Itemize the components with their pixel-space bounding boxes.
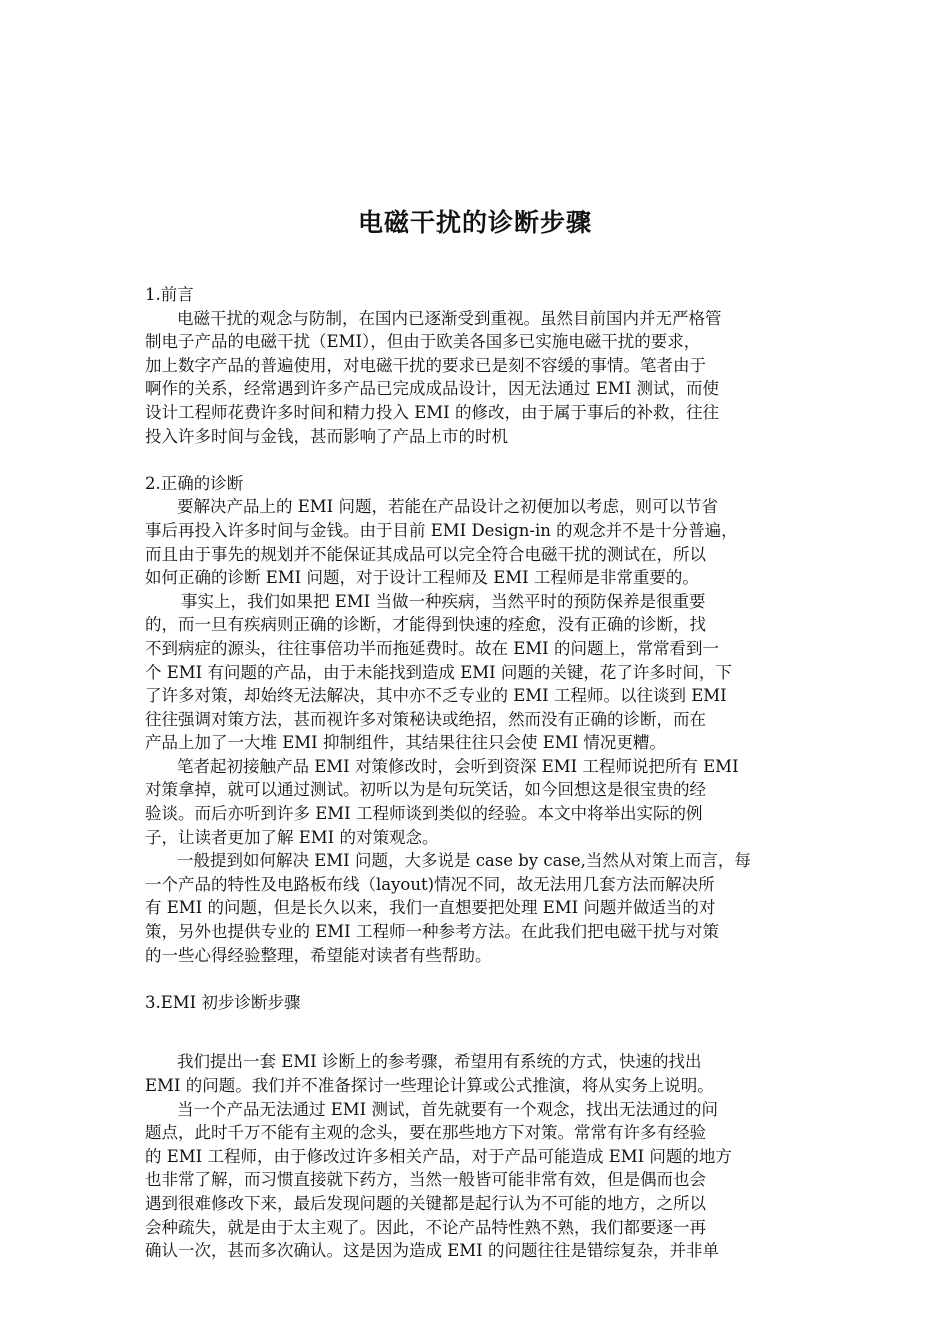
section-spacer [145, 967, 805, 991]
paragraph-line: 往往强调对策方法，甚而视许多对策秘诀或绝招，然而没有正确的诊断，而在 [145, 709, 706, 729]
paragraph-line: 啊作的关系，经常遇到许多产品已完成成品设计，因无法通过 EMI 测试，而使 [145, 379, 719, 399]
paragraph-line: EMI 的问题。我们并不准备探讨一些理论计算或公式推演，将从实务上说明。 [145, 1076, 714, 1095]
paragraph-line: 会种疏失，就是由于太主观了。因此，不论产品特性熟不熟，我们都要逐一再 [145, 1217, 706, 1237]
paragraph-line: 的 EMI 工程师，由于修改过许多相关产品，对于产品可能造成 EMI 问题的地方 [145, 1146, 732, 1166]
paragraph-line: 也非常了解，而习惯直接就下药方，当然一般皆可能非常有效，但是偶而也会 [145, 1170, 706, 1190]
paragraph-line: 笔者起初接触产品 EMI 对策修改时，会听到资深 EMI 工程师说把所有 EMI [177, 756, 739, 776]
paragraph-line: 加上数字产品的普遍使用，对电磁干扰的要求已是刻不容缓的事情。笔者由于 [145, 355, 706, 375]
paragraph-line: 一般提到如何解决 EMI 问题，大多说是 case by case,当然从对策上而言，每 [177, 851, 751, 871]
paragraph-line: 设计工程师花费许多时间和精力投入 EMI 的修改，由于属于事后的补救，往往 [145, 402, 719, 422]
section-spacer [145, 448, 805, 472]
paragraph-line: 电磁干扰的观念与防制，在国内已逐渐受到重视。虽然目前国内并无严格管 [177, 308, 722, 328]
paragraph-line: 我们提出一套 EMI 诊断上的参考骤，希望用有系统的方式，快速的找出 [177, 1052, 702, 1072]
paragraph-line: 子，让读者更加了解 EMI 的对策观念。 [145, 827, 439, 847]
paragraph-line: 策，另外也提供专业的 EMI 工程师一种参考方法。在此我们把电磁干扰与对策 [145, 922, 719, 942]
paragraph-line: 对策拿掉，就可以通过测试。初听以为是句玩笑话，如今回想这是很宝贵的经 [145, 780, 706, 800]
paragraph-line: 投入许多时间与金钱，甚而影响了产品上市的时机 [145, 426, 508, 446]
paragraph-line: 如何正确的诊断 EMI 问题，对于设计工程师及 EMI 工程师是非常重要的。 [145, 568, 699, 588]
paragraph-line: 要解决产品上的 EMI 问题，若能在产品设计之初便加以考虑，则可以节省 [177, 497, 718, 517]
paragraph-line: 确认一次，甚而多次确认。这是因为造成 EMI 的问题往往是错综复杂，并非单 [145, 1241, 719, 1261]
paragraph-line: 而且由于事先的规划并不能保证其成品可以完全符合电磁干扰的测试在，所以 [145, 544, 706, 564]
paragraph-line: 有 EMI 的问题，但是长久以来，我们一直想要把处理 EMI 问题并做适当的对 [145, 898, 716, 918]
paragraph-line: 的一些心得经验整理，希望能对读者有些帮助。 [145, 945, 492, 965]
paragraph-line: 事后再投入许多时间与金钱。由于目前 EMI Design-in 的观念并不是十分普遍， [145, 520, 738, 540]
paragraph-line: 遇到很难修改下来，最后发现问题的关键都是起行认为不可能的地方，之所以 [145, 1193, 706, 1213]
paragraph-line: 当一个产品无法通过 EMI 测试，首先就要有一个观念，找出无法通过的问 [177, 1099, 718, 1119]
paragraph-line: 了许多对策，却始终无法解决，其中亦不乏专业的 EMI 工程师。以往谈到 EMI [145, 686, 727, 706]
document-title: 电磁干扰的诊断步骤 [357, 208, 592, 237]
paragraph-line: 一个产品的特性及电路板布线（layout)情况不同，故无法用几套方法而解决所 [145, 874, 715, 894]
section-heading-3: 3.EMI 初步诊断步骤 [145, 992, 301, 1012]
paragraph-line: 题点，此时千万不能有主观的念头，要在那些地方下对策。常常有许多有经验 [145, 1123, 706, 1143]
paragraph-line: 个 EMI 有问题的产品，由于未能找到造成 EMI 问题的关键，花了许多时间，下 [145, 662, 732, 682]
paragraph-line: 产品上加了一大堆 EMI 抑制组件，其结果往往只会使 EMI 情况更糟。 [145, 733, 666, 753]
paragraph-line: 制电子产品的电磁干扰（EMI），但由于欧美各国多已实施电磁干扰的要求， [145, 332, 701, 352]
paragraph-line: 验谈。而后亦听到许多 EMI 工程师谈到类似的经验。本文中将举出实际的例 [145, 804, 703, 824]
paragraph-line: 的，而一旦有疾病则正确的诊断，才能得到快速的痊愈，没有正确的诊断，找 [145, 615, 706, 635]
section-spacer [145, 1014, 805, 1050]
paragraph-line: 不到病症的源头，往往事倍功半而拖延费时。故在 EMI 的问题上，常常看到一 [145, 638, 719, 658]
document-body [145, 283, 805, 1263]
section-heading-1: 1.前言 [145, 285, 194, 304]
paragraph-line: 事实上，我们如果把 EMI 当做一种疾病，当然平时的预防保养是很重要 [181, 591, 706, 611]
section-heading-2: 2.正确的诊断 [145, 473, 244, 493]
